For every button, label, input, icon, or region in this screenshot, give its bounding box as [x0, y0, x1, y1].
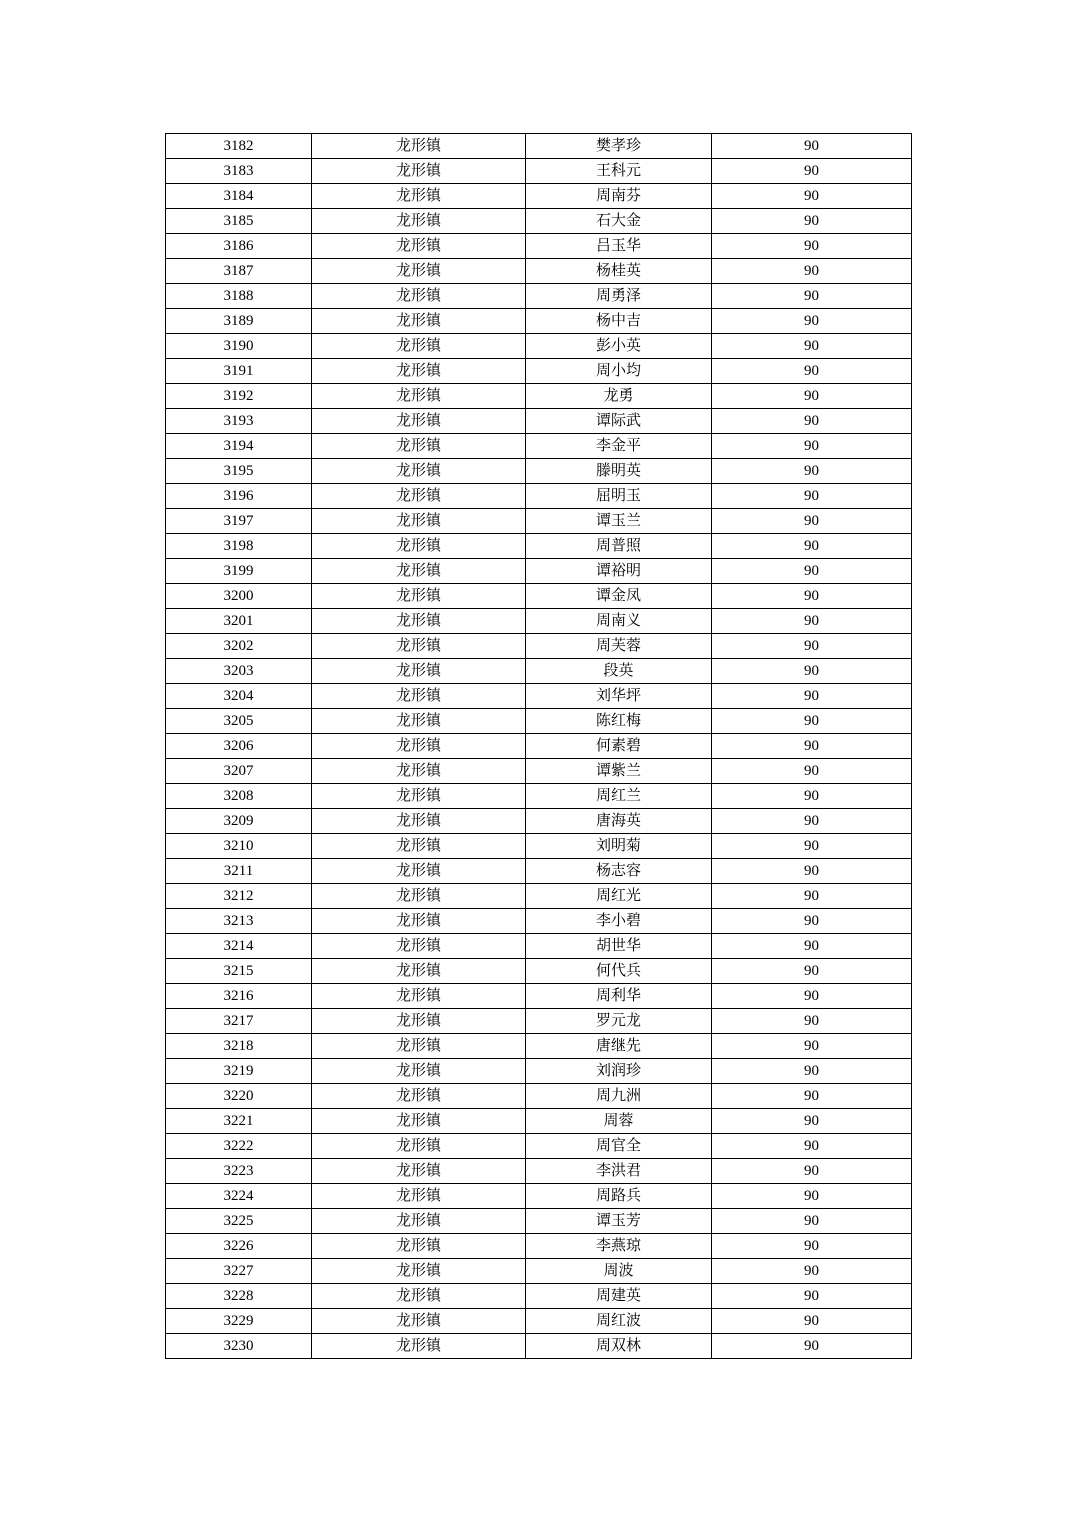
table-row	[166, 1184, 912, 1209]
amount-cell: 90	[712, 309, 912, 334]
person-name-cell: 滕明英	[526, 459, 712, 484]
row-index-cell: 3215	[166, 959, 312, 984]
amount-cell: 90	[712, 484, 912, 509]
person-name-cell: 唐继先	[526, 1034, 712, 1059]
roster-table-container	[165, 133, 911, 1359]
row-index-cell: 3202	[166, 634, 312, 659]
row-index-cell: 3220	[166, 1084, 312, 1109]
person-name-cell: 周勇泽	[526, 284, 712, 309]
person-name-cell: 罗元龙	[526, 1009, 712, 1034]
table-row	[166, 559, 912, 584]
row-index-cell: 3182	[166, 134, 312, 159]
amount-cell: 90	[712, 284, 912, 309]
row-index-cell: 3211	[166, 859, 312, 884]
table-row	[166, 284, 912, 309]
person-name-cell: 杨中吉	[526, 309, 712, 334]
person-name-cell: 谭紫兰	[526, 759, 712, 784]
amount-cell: 90	[712, 334, 912, 359]
table-row	[166, 159, 912, 184]
row-index-cell: 3216	[166, 984, 312, 1009]
table-row	[166, 259, 912, 284]
amount-cell: 90	[712, 559, 912, 584]
amount-cell: 90	[712, 1309, 912, 1334]
table-row	[166, 484, 912, 509]
table-row	[166, 709, 912, 734]
person-name-cell: 周小均	[526, 359, 712, 384]
row-index-cell: 3218	[166, 1034, 312, 1059]
table-row	[166, 1209, 912, 1234]
table-row	[166, 1034, 912, 1059]
town-cell: 龙形镇	[312, 234, 526, 259]
amount-cell: 90	[712, 834, 912, 859]
table-row	[166, 634, 912, 659]
table-row	[166, 1234, 912, 1259]
town-cell: 龙形镇	[312, 409, 526, 434]
table-row	[166, 1309, 912, 1334]
person-name-cell: 周普照	[526, 534, 712, 559]
amount-cell: 90	[712, 1084, 912, 1109]
town-cell: 龙形镇	[312, 1284, 526, 1309]
town-cell: 龙形镇	[312, 1109, 526, 1134]
town-cell: 龙形镇	[312, 959, 526, 984]
person-name-cell: 段英	[526, 659, 712, 684]
row-index-cell: 3204	[166, 684, 312, 709]
row-index-cell: 3225	[166, 1209, 312, 1234]
person-name-cell: 周红波	[526, 1309, 712, 1334]
table-body	[166, 134, 912, 1359]
row-index-cell: 3189	[166, 309, 312, 334]
town-cell: 龙形镇	[312, 884, 526, 909]
amount-cell: 90	[712, 534, 912, 559]
table-row	[166, 409, 912, 434]
row-index-cell: 3214	[166, 934, 312, 959]
table-row	[166, 909, 912, 934]
person-name-cell: 周红光	[526, 884, 712, 909]
person-name-cell: 龙勇	[526, 384, 712, 409]
table-row	[166, 759, 912, 784]
town-cell: 龙形镇	[312, 534, 526, 559]
table-row	[166, 659, 912, 684]
town-cell: 龙形镇	[312, 1084, 526, 1109]
table-row	[166, 1284, 912, 1309]
person-name-cell: 何代兵	[526, 959, 712, 984]
town-cell: 龙形镇	[312, 1159, 526, 1184]
town-cell: 龙形镇	[312, 1209, 526, 1234]
amount-cell: 90	[712, 1159, 912, 1184]
row-index-cell: 3191	[166, 359, 312, 384]
amount-cell: 90	[712, 384, 912, 409]
person-name-cell: 谭玉芳	[526, 1209, 712, 1234]
table-row	[166, 384, 912, 409]
town-cell: 龙形镇	[312, 484, 526, 509]
row-index-cell: 3208	[166, 784, 312, 809]
row-index-cell: 3229	[166, 1309, 312, 1334]
row-index-cell: 3230	[166, 1334, 312, 1359]
town-cell: 龙形镇	[312, 184, 526, 209]
row-index-cell: 3185	[166, 209, 312, 234]
amount-cell: 90	[712, 659, 912, 684]
table-row	[166, 859, 912, 884]
town-cell: 龙形镇	[312, 984, 526, 1009]
town-cell: 龙形镇	[312, 359, 526, 384]
table-row	[166, 184, 912, 209]
town-cell: 龙形镇	[312, 209, 526, 234]
person-name-cell: 周双林	[526, 1334, 712, 1359]
person-name-cell: 周波	[526, 1259, 712, 1284]
amount-cell: 90	[712, 734, 912, 759]
row-index-cell: 3197	[166, 509, 312, 534]
row-index-cell: 3227	[166, 1259, 312, 1284]
town-cell: 龙形镇	[312, 784, 526, 809]
town-cell: 龙形镇	[312, 309, 526, 334]
roster-table	[165, 133, 912, 1359]
person-name-cell: 谭金凤	[526, 584, 712, 609]
town-cell: 龙形镇	[312, 1334, 526, 1359]
town-cell: 龙形镇	[312, 1309, 526, 1334]
person-name-cell: 周九洲	[526, 1084, 712, 1109]
table-row	[166, 584, 912, 609]
person-name-cell: 李小碧	[526, 909, 712, 934]
row-index-cell: 3212	[166, 884, 312, 909]
table-row	[166, 959, 912, 984]
town-cell: 龙形镇	[312, 809, 526, 834]
person-name-cell: 彭小英	[526, 334, 712, 359]
row-index-cell: 3199	[166, 559, 312, 584]
person-name-cell: 王科元	[526, 159, 712, 184]
row-index-cell: 3213	[166, 909, 312, 934]
amount-cell: 90	[712, 134, 912, 159]
amount-cell: 90	[712, 934, 912, 959]
table-row	[166, 884, 912, 909]
town-cell: 龙形镇	[312, 934, 526, 959]
town-cell: 龙形镇	[312, 909, 526, 934]
amount-cell: 90	[712, 1109, 912, 1134]
town-cell: 龙形镇	[312, 1059, 526, 1084]
town-cell: 龙形镇	[312, 559, 526, 584]
table-row	[166, 334, 912, 359]
person-name-cell: 刘明菊	[526, 834, 712, 859]
amount-cell: 90	[712, 959, 912, 984]
town-cell: 龙形镇	[312, 1234, 526, 1259]
row-index-cell: 3224	[166, 1184, 312, 1209]
row-index-cell: 3187	[166, 259, 312, 284]
town-cell: 龙形镇	[312, 659, 526, 684]
person-name-cell: 杨志容	[526, 859, 712, 884]
person-name-cell: 周南芬	[526, 184, 712, 209]
person-name-cell: 周蓉	[526, 1109, 712, 1134]
town-cell: 龙形镇	[312, 434, 526, 459]
person-name-cell: 刘润珍	[526, 1059, 712, 1084]
person-name-cell: 李洪君	[526, 1159, 712, 1184]
person-name-cell: 周南义	[526, 609, 712, 634]
amount-cell: 90	[712, 809, 912, 834]
person-name-cell: 陈红梅	[526, 709, 712, 734]
table-row	[166, 359, 912, 384]
table-row	[166, 459, 912, 484]
person-name-cell: 李燕琼	[526, 1234, 712, 1259]
row-index-cell: 3217	[166, 1009, 312, 1034]
table-row	[166, 734, 912, 759]
amount-cell: 90	[712, 259, 912, 284]
amount-cell: 90	[712, 434, 912, 459]
table-row	[166, 1259, 912, 1284]
table-row	[166, 434, 912, 459]
table-row	[166, 1159, 912, 1184]
person-name-cell: 谭玉兰	[526, 509, 712, 534]
town-cell: 龙形镇	[312, 634, 526, 659]
table-row	[166, 1084, 912, 1109]
town-cell: 龙形镇	[312, 1184, 526, 1209]
amount-cell: 90	[712, 1234, 912, 1259]
town-cell: 龙形镇	[312, 609, 526, 634]
row-index-cell: 3210	[166, 834, 312, 859]
row-index-cell: 3223	[166, 1159, 312, 1184]
table-row	[166, 1009, 912, 1034]
town-cell: 龙形镇	[312, 584, 526, 609]
amount-cell: 90	[712, 184, 912, 209]
row-index-cell: 3207	[166, 759, 312, 784]
row-index-cell: 3192	[166, 384, 312, 409]
town-cell: 龙形镇	[312, 709, 526, 734]
amount-cell: 90	[712, 409, 912, 434]
amount-cell: 90	[712, 1209, 912, 1234]
amount-cell: 90	[712, 984, 912, 1009]
town-cell: 龙形镇	[312, 134, 526, 159]
amount-cell: 90	[712, 1259, 912, 1284]
town-cell: 龙形镇	[312, 1034, 526, 1059]
amount-cell: 90	[712, 584, 912, 609]
amount-cell: 90	[712, 459, 912, 484]
table-row	[166, 1334, 912, 1359]
person-name-cell: 周芙蓉	[526, 634, 712, 659]
town-cell: 龙形镇	[312, 459, 526, 484]
person-name-cell: 唐海英	[526, 809, 712, 834]
amount-cell: 90	[712, 909, 912, 934]
person-name-cell: 吕玉华	[526, 234, 712, 259]
amount-cell: 90	[712, 1059, 912, 1084]
amount-cell: 90	[712, 234, 912, 259]
table-row	[166, 984, 912, 1009]
town-cell: 龙形镇	[312, 284, 526, 309]
town-cell: 龙形镇	[312, 759, 526, 784]
row-index-cell: 3205	[166, 709, 312, 734]
row-index-cell: 3188	[166, 284, 312, 309]
town-cell: 龙形镇	[312, 1009, 526, 1034]
town-cell: 龙形镇	[312, 159, 526, 184]
table-row	[166, 609, 912, 634]
amount-cell: 90	[712, 509, 912, 534]
town-cell: 龙形镇	[312, 384, 526, 409]
person-name-cell: 周红兰	[526, 784, 712, 809]
amount-cell: 90	[712, 859, 912, 884]
town-cell: 龙形镇	[312, 1259, 526, 1284]
row-index-cell: 3228	[166, 1284, 312, 1309]
town-cell: 龙形镇	[312, 259, 526, 284]
amount-cell: 90	[712, 709, 912, 734]
amount-cell: 90	[712, 884, 912, 909]
town-cell: 龙形镇	[312, 734, 526, 759]
person-name-cell: 胡世华	[526, 934, 712, 959]
table-row	[166, 1134, 912, 1159]
table-row	[166, 1109, 912, 1134]
town-cell: 龙形镇	[312, 334, 526, 359]
town-cell: 龙形镇	[312, 684, 526, 709]
row-index-cell: 3195	[166, 459, 312, 484]
amount-cell: 90	[712, 159, 912, 184]
amount-cell: 90	[712, 1034, 912, 1059]
person-name-cell: 周利华	[526, 984, 712, 1009]
row-index-cell: 3222	[166, 1134, 312, 1159]
amount-cell: 90	[712, 609, 912, 634]
person-name-cell: 谭际武	[526, 409, 712, 434]
row-index-cell: 3190	[166, 334, 312, 359]
person-name-cell: 谭裕明	[526, 559, 712, 584]
amount-cell: 90	[712, 1134, 912, 1159]
row-index-cell: 3184	[166, 184, 312, 209]
amount-cell: 90	[712, 1184, 912, 1209]
amount-cell: 90	[712, 759, 912, 784]
row-index-cell: 3193	[166, 409, 312, 434]
amount-cell: 90	[712, 359, 912, 384]
person-name-cell: 周官全	[526, 1134, 712, 1159]
row-index-cell: 3196	[166, 484, 312, 509]
town-cell: 龙形镇	[312, 859, 526, 884]
amount-cell: 90	[712, 1284, 912, 1309]
town-cell: 龙形镇	[312, 509, 526, 534]
person-name-cell: 樊孝珍	[526, 134, 712, 159]
amount-cell: 90	[712, 209, 912, 234]
table-row	[166, 684, 912, 709]
person-name-cell: 何素碧	[526, 734, 712, 759]
person-name-cell: 杨桂英	[526, 259, 712, 284]
town-cell: 龙形镇	[312, 1134, 526, 1159]
person-name-cell: 周路兵	[526, 1184, 712, 1209]
table-row	[166, 834, 912, 859]
amount-cell: 90	[712, 784, 912, 809]
amount-cell: 90	[712, 634, 912, 659]
row-index-cell: 3209	[166, 809, 312, 834]
table-row	[166, 934, 912, 959]
row-index-cell: 3226	[166, 1234, 312, 1259]
table-row	[166, 509, 912, 534]
row-index-cell: 3198	[166, 534, 312, 559]
table-row	[166, 309, 912, 334]
row-index-cell: 3221	[166, 1109, 312, 1134]
row-index-cell: 3206	[166, 734, 312, 759]
row-index-cell: 3183	[166, 159, 312, 184]
town-cell: 龙形镇	[312, 834, 526, 859]
table-row	[166, 809, 912, 834]
table-row	[166, 134, 912, 159]
table-row	[166, 1059, 912, 1084]
table-row	[166, 534, 912, 559]
amount-cell: 90	[712, 1009, 912, 1034]
table-row	[166, 784, 912, 809]
row-index-cell: 3200	[166, 584, 312, 609]
table-row	[166, 209, 912, 234]
row-index-cell: 3203	[166, 659, 312, 684]
person-name-cell: 石大金	[526, 209, 712, 234]
amount-cell: 90	[712, 1334, 912, 1359]
person-name-cell: 刘华坪	[526, 684, 712, 709]
row-index-cell: 3201	[166, 609, 312, 634]
person-name-cell: 屈明玉	[526, 484, 712, 509]
row-index-cell: 3194	[166, 434, 312, 459]
amount-cell: 90	[712, 684, 912, 709]
row-index-cell: 3186	[166, 234, 312, 259]
person-name-cell: 李金平	[526, 434, 712, 459]
row-index-cell: 3219	[166, 1059, 312, 1084]
table-row	[166, 234, 912, 259]
person-name-cell: 周建英	[526, 1284, 712, 1309]
